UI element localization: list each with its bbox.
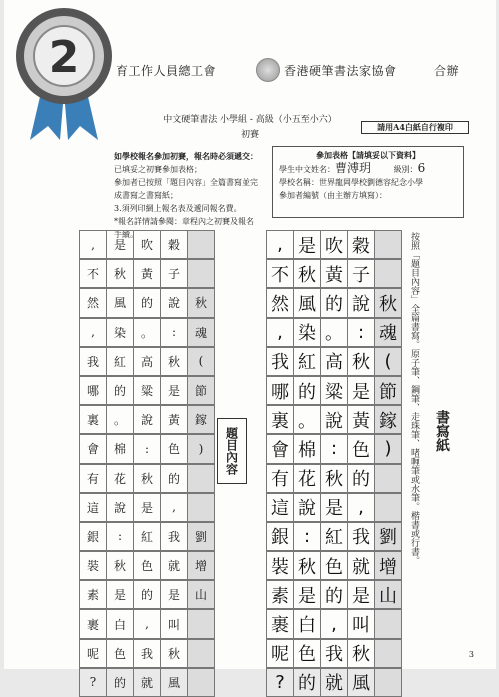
grid-cell[interactable]: 秋	[347, 639, 375, 668]
class-label: 級別：	[393, 165, 418, 174]
grid-cell: ,	[160, 493, 188, 522]
grid-cell[interactable]	[374, 668, 402, 697]
grid-cell[interactable]: 穀	[347, 230, 375, 259]
association-seal-icon	[256, 58, 280, 82]
grid-cell: 的	[133, 580, 161, 609]
grid-cell[interactable]: 白	[293, 609, 321, 638]
grid-cell[interactable]: 粱	[320, 376, 348, 405]
grid-cell: 色	[106, 639, 134, 668]
grid-cell: 裏	[79, 405, 107, 434]
grid-cell[interactable]: 風	[293, 288, 321, 317]
grid-cell[interactable]: 吹	[320, 230, 348, 259]
grid-cell[interactable]: 不	[266, 259, 294, 288]
grid-cell[interactable]: 。	[320, 318, 348, 347]
grid-cell: 銀	[79, 522, 107, 551]
school-label: 學校名稱：	[279, 178, 319, 187]
grid-cell[interactable]: 黃	[347, 405, 375, 434]
grid-cell: 白	[106, 609, 134, 638]
grid-cell: ,	[79, 318, 107, 347]
grid-cell[interactable]: 。	[293, 405, 321, 434]
grid-cell: 不	[79, 259, 107, 288]
org-name-2: 香港硬筆書法家協會	[284, 64, 397, 78]
grid-cell: 魂	[187, 318, 215, 347]
grid-cell[interactable]: ,	[320, 609, 348, 638]
grid-row	[79, 376, 214, 405]
grid-cell: 會	[79, 434, 107, 463]
grid-cell[interactable]: ,	[266, 318, 294, 347]
grid-row	[266, 405, 401, 434]
writing-instructions: 按照「題目內容」全篇書寫。原子筆、鋼筆、走珠筆、啫喱筆或水筆。楷書或行書。	[409, 232, 419, 565]
grid-cell: 是	[133, 493, 161, 522]
grid-row	[266, 522, 401, 551]
grid-row	[79, 639, 214, 668]
grid-cell[interactable]: 子	[347, 259, 375, 288]
school-field[interactable]: 世界龍岡學校劉德容紀念小學	[319, 178, 423, 187]
grid-cell: 染	[106, 318, 134, 347]
grid-cell: 黃	[133, 259, 161, 288]
grid-cell[interactable]: 染	[293, 318, 321, 347]
grid-cell: 秋	[160, 347, 188, 376]
grid-cell: 是	[160, 580, 188, 609]
school-notes	[108, 148, 264, 239]
grid-cell: 說	[106, 493, 134, 522]
page-number: 3	[468, 650, 474, 659]
grid-cell[interactable]: :	[347, 318, 375, 347]
grid-cell: 哪	[79, 376, 107, 405]
grid-cell: 有	[79, 464, 107, 493]
grid-cell[interactable]: 就	[320, 668, 348, 697]
grid-cell: 子	[160, 259, 188, 288]
grid-cell[interactable]: :	[320, 434, 348, 463]
grid-row	[79, 609, 214, 638]
grid-cell: 色	[133, 551, 161, 580]
grid-cell[interactable]: 裏	[266, 405, 294, 434]
paper-instruction-tag: 請用A4白紙自行複印	[361, 121, 469, 134]
grid-cell[interactable]: 會	[266, 434, 294, 463]
grid-row	[266, 580, 401, 609]
grid-cell[interactable]: 色	[293, 639, 321, 668]
grid-cell: ?	[79, 668, 107, 697]
grid-cell	[187, 230, 215, 259]
grid-cell: 秋	[187, 288, 215, 317]
grid-cell[interactable]: 是	[347, 580, 375, 609]
grid-cell: 我	[133, 639, 161, 668]
note-item: 參加者已按照「題目內容」全篇書寫並完成書寫之書寫紙；	[114, 178, 258, 200]
grid-cell[interactable]: 色	[347, 434, 375, 463]
grid-cell: 穀	[160, 230, 188, 259]
grid-row	[79, 522, 214, 551]
grid-cell: 是	[160, 376, 188, 405]
grid-row	[266, 609, 401, 638]
grid-cell: 粱	[133, 376, 161, 405]
grid-cell[interactable]: 秋	[347, 347, 375, 376]
grid-cell: 風	[160, 668, 188, 697]
grid-cell	[187, 668, 215, 697]
grid-cell: 是	[106, 230, 134, 259]
round-label: 初賽	[240, 130, 259, 140]
writing-grid[interactable]	[266, 230, 401, 697]
grid-row	[266, 347, 401, 376]
grid-cell[interactable]: 秋	[293, 259, 321, 288]
svg-text:2: 2	[48, 32, 80, 83]
grid-row	[79, 259, 214, 288]
grid-cell: (	[187, 347, 215, 376]
grid-cell[interactable]: 呢	[266, 639, 294, 668]
grid-row	[79, 288, 214, 317]
grid-cell: ,	[79, 230, 107, 259]
grid-cell: 。	[106, 405, 134, 434]
grid-cell: )	[187, 434, 215, 463]
grid-row	[266, 259, 401, 288]
grid-cell: 棉	[106, 434, 134, 463]
grid-cell: 素	[79, 580, 107, 609]
grid-cell: 是	[106, 580, 134, 609]
grid-cell[interactable]: 棉	[293, 434, 321, 463]
grid-cell[interactable]: 山	[374, 580, 402, 609]
grid-cell: :	[160, 318, 188, 347]
topic-label: 題目內容	[217, 418, 247, 484]
grid-cell[interactable]	[374, 464, 402, 493]
grid-cell[interactable]: ,	[347, 493, 375, 522]
grid-row	[79, 230, 214, 259]
grid-cell: 我	[160, 522, 188, 551]
grid-cell[interactable]: 是	[293, 580, 321, 609]
grid-cell[interactable]: 然	[266, 288, 294, 317]
grid-cell: 色	[160, 434, 188, 463]
entry-form-page	[4, 0, 496, 695]
grid-row	[266, 464, 401, 493]
grid-cell: 的	[106, 376, 134, 405]
grid-cell[interactable]: 有	[266, 464, 294, 493]
grid-cell[interactable]: 高	[320, 347, 348, 376]
joint-organise: 合辦	[434, 64, 460, 78]
grid-cell[interactable]: 說	[320, 405, 348, 434]
grid-cell[interactable]: 裝	[266, 551, 294, 580]
entry-form-box	[272, 146, 464, 218]
grid-cell[interactable]: 鎵	[374, 405, 402, 434]
grid-cell[interactable]: 哪	[266, 376, 294, 405]
class-field[interactable]: 6	[417, 161, 426, 175]
grid-cell: 說	[133, 405, 161, 434]
form-title: 參加表格【請填妥以下資料】	[316, 150, 420, 160]
grid-cell: 秋	[106, 259, 134, 288]
grid-cell: 花	[106, 464, 134, 493]
grid-cell[interactable]: 增	[374, 551, 402, 580]
grid-row	[79, 434, 214, 463]
grid-cell: 的	[160, 464, 188, 493]
grid-cell[interactable]: 銀	[266, 522, 294, 551]
grid-cell[interactable]	[374, 259, 402, 288]
grid-cell[interactable]: 說	[293, 493, 321, 522]
grid-cell[interactable]: 我	[320, 639, 348, 668]
grid-cell[interactable]: 秋	[374, 288, 402, 317]
topic-grid	[79, 230, 214, 697]
grid-cell[interactable]: )	[374, 434, 402, 463]
grid-row	[79, 493, 214, 522]
grid-row	[266, 376, 401, 405]
grid-cell: 這	[79, 493, 107, 522]
grid-cell: :	[106, 522, 134, 551]
grid-cell: 秋	[133, 464, 161, 493]
grid-cell: 我	[79, 347, 107, 376]
grid-cell[interactable]: ,	[266, 230, 294, 259]
grid-cell[interactable]	[374, 639, 402, 668]
grid-cell: 黃	[160, 405, 188, 434]
grid-cell[interactable]: 是	[347, 376, 375, 405]
grid-cell: 增	[187, 551, 215, 580]
grid-cell[interactable]: 魂	[374, 318, 402, 347]
grid-cell: 劉	[187, 522, 215, 551]
grid-row	[79, 668, 214, 697]
grid-cell	[187, 259, 215, 288]
grid-cell[interactable]	[374, 230, 402, 259]
grid-cell: 鎵	[187, 405, 215, 434]
grid-cell: 就	[133, 668, 161, 697]
writing-paper-title: 書寫紙	[434, 410, 450, 452]
grid-cell[interactable]: 風	[347, 668, 375, 697]
grid-cell[interactable]: 的	[320, 288, 348, 317]
grid-cell: 的	[106, 668, 134, 697]
grid-cell[interactable]: 素	[266, 580, 294, 609]
grid-row	[266, 318, 401, 347]
grid-row	[79, 318, 214, 347]
grid-row	[266, 493, 401, 522]
grid-cell: 呢	[79, 639, 107, 668]
grid-cell[interactable]: 紅	[320, 522, 348, 551]
student-name-field[interactable]: 曹溥玥	[335, 161, 372, 175]
grid-row	[266, 668, 401, 697]
grid-cell[interactable]: 我	[347, 522, 375, 551]
grid-cell[interactable]: 說	[347, 288, 375, 317]
grid-row	[266, 288, 401, 317]
grid-cell: 叫	[160, 609, 188, 638]
grid-cell[interactable]: 的	[293, 668, 321, 697]
grid-cell	[187, 639, 215, 668]
grid-cell: 裝	[79, 551, 107, 580]
grid-cell[interactable]: 秋	[293, 551, 321, 580]
grid-cell: 秋	[160, 639, 188, 668]
grid-cell[interactable]: 裹	[266, 609, 294, 638]
grid-cell[interactable]: 叫	[347, 609, 375, 638]
grid-cell: 然	[79, 288, 107, 317]
grid-cell: 吹	[133, 230, 161, 259]
grid-cell[interactable]: 的	[347, 464, 375, 493]
grid-cell[interactable]: (	[374, 347, 402, 376]
grid-cell: 山	[187, 580, 215, 609]
grid-cell[interactable]: 劉	[374, 522, 402, 551]
grid-cell	[187, 609, 215, 638]
grid-cell: 高	[133, 347, 161, 376]
note-item: 已填妥之初賽參加表格；	[114, 165, 202, 174]
grid-cell[interactable]: 的	[293, 376, 321, 405]
grid-cell: 紅	[133, 522, 161, 551]
grid-row	[79, 551, 214, 580]
entrant-id-label: 參加者編號（由主辦方填寫）：	[279, 191, 387, 200]
grid-cell[interactable]: 我	[266, 347, 294, 376]
grid-cell[interactable]: 紅	[293, 347, 321, 376]
grid-cell[interactable]: 秋	[320, 464, 348, 493]
grid-row	[79, 464, 214, 493]
grid-row	[266, 639, 401, 668]
grid-cell[interactable]: 是	[293, 230, 321, 259]
grid-cell[interactable]: 色	[320, 551, 348, 580]
name-label: 學生中文姓名：	[279, 165, 335, 174]
grid-cell[interactable]: 的	[320, 580, 348, 609]
grid-row	[266, 230, 401, 259]
competition-subtitle: 中文硬筆書法 小學組 - 高級（小五至小六）	[163, 115, 337, 125]
grid-cell: 的	[133, 288, 161, 317]
note-item: *報名詳情請參閱：章程內之初賽及報名手續。	[114, 217, 254, 239]
grid-row	[79, 580, 214, 609]
org-name-1: 育工作人員總工會	[116, 64, 217, 78]
grid-cell[interactable]: 花	[293, 464, 321, 493]
grid-cell: 說	[160, 288, 188, 317]
grid-row	[266, 551, 401, 580]
grid-row	[266, 434, 401, 463]
grid-cell[interactable]: 就	[347, 551, 375, 580]
grid-cell: 秋	[106, 551, 134, 580]
grid-cell: 紅	[106, 347, 134, 376]
grid-cell: :	[133, 434, 161, 463]
grid-cell: 裹	[79, 609, 107, 638]
grid-cell: 風	[106, 288, 134, 317]
grid-cell	[187, 493, 215, 522]
grid-cell	[187, 464, 215, 493]
grid-row	[79, 405, 214, 434]
grid-cell[interactable]: 這	[266, 493, 294, 522]
grid-cell[interactable]: 黃	[320, 259, 348, 288]
grid-cell[interactable]: 節	[374, 376, 402, 405]
grid-cell[interactable]	[374, 609, 402, 638]
grid-cell: 就	[160, 551, 188, 580]
grid-cell[interactable]: ?	[266, 668, 294, 697]
grid-row	[79, 347, 214, 376]
grid-cell[interactable]: 是	[320, 493, 348, 522]
grid-cell[interactable]	[374, 493, 402, 522]
grid-cell: 節	[187, 376, 215, 405]
grid-cell: ,	[133, 609, 161, 638]
note-item: 3.須列印網上報名表及遞同報名費。	[114, 204, 242, 213]
notes-title: 如學校報名參加初賽，報名時必須遞交：	[114, 151, 258, 161]
grid-cell[interactable]: :	[293, 522, 321, 551]
grid-cell: 。	[133, 318, 161, 347]
